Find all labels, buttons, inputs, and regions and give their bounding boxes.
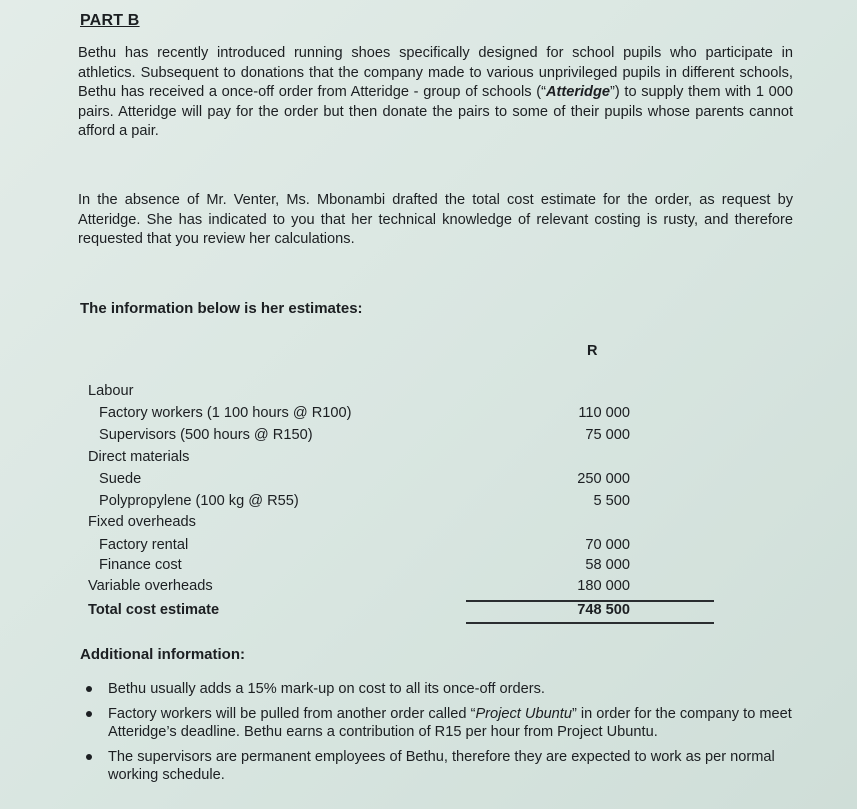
intro-text-start: Bethu has recently introduced running shoes specifically designed for school pupils who participate in athletics. Subsequent to donations that the company made to various unprivileged pupils in different schools, Bethu has received a once-off order from Atteridge - group of schools (“ bbox=[78, 45, 793, 101]
table-row bbox=[0, 493, 857, 513]
bullet-icon bbox=[86, 711, 92, 717]
bullet-project-name: Project Ubuntu bbox=[475, 705, 572, 722]
table-row bbox=[0, 427, 857, 447]
row-amount: 75 000 bbox=[585, 427, 630, 443]
row-label: Variable overheads bbox=[88, 578, 213, 594]
total-label: Total cost estimate bbox=[88, 602, 220, 618]
row-amount: 110 000 bbox=[578, 405, 630, 421]
row-label: Labour bbox=[88, 383, 134, 399]
row-amount: 5 500 bbox=[593, 493, 630, 509]
table-row bbox=[0, 557, 857, 577]
total-row bbox=[0, 602, 857, 622]
table-row bbox=[0, 383, 857, 403]
row-label: Factory workers (1 100 hours @ R100) bbox=[99, 405, 352, 421]
table-row bbox=[0, 471, 857, 491]
intro-paragraph bbox=[78, 44, 793, 142]
row-amount: 58 000 bbox=[585, 557, 630, 573]
total-underline bbox=[466, 622, 714, 624]
currency-header: R bbox=[587, 343, 598, 359]
row-amount: 180 000 bbox=[577, 578, 630, 594]
bullet-text-end: ” in order for the company to meet Atteridge’s deadline. Bethu earns a contribution of R15 per hour from Project Ubuntu. bbox=[108, 705, 792, 740]
row-label: Factory rental bbox=[99, 537, 189, 553]
intro-text-end: ”) to supply them with 1 000 pairs. Atteridge will pay for the order but then donate the pairs to some of their pupils whose parents cannot afford a pair. bbox=[78, 84, 793, 140]
list-item bbox=[86, 748, 796, 785]
row-amount: 70 000 bbox=[585, 537, 630, 553]
row-amount: 250 000 bbox=[577, 471, 630, 487]
total-amount: 748 500 bbox=[577, 602, 630, 618]
table-row bbox=[0, 405, 857, 425]
row-label: Supervisors (500 hours @ R150) bbox=[99, 427, 313, 443]
bullet-text: The supervisors are permanent employees of Bethu, therefore they are expected to work as per normal working schedule. bbox=[108, 748, 775, 783]
row-label: Suede bbox=[99, 471, 142, 487]
bullet-icon bbox=[86, 686, 92, 692]
intro-bold-name: Atteridge bbox=[545, 84, 610, 101]
table-row bbox=[0, 537, 857, 557]
table-row bbox=[0, 578, 857, 598]
context-paragraph: In the absence of Mr. Venter, Ms. Mbonambi drafted the total cost estimate for the order, as request by Atteridge. She has indicated to you that her technical knowledge of relevant costing is rusty, and therefore requested that you review her calculations. bbox=[78, 192, 793, 248]
estimates-heading: The information below is her estimates: bbox=[80, 300, 363, 317]
bullet-icon bbox=[86, 754, 92, 760]
table-row bbox=[0, 449, 857, 469]
row-label: Finance cost bbox=[99, 557, 182, 573]
table-row bbox=[0, 514, 857, 534]
bullet-text-start: Factory workers will be pulled from another order called “ bbox=[108, 705, 476, 722]
row-label: Direct materials bbox=[88, 449, 190, 465]
bullet-text: Bethu usually adds a 15% mark-up on cost to all its once-off orders. bbox=[108, 681, 545, 697]
row-label: Fixed overheads bbox=[88, 514, 196, 530]
list-item bbox=[86, 680, 796, 699]
list-item bbox=[86, 705, 796, 742]
additional-info-heading: Additional information: bbox=[80, 646, 245, 663]
part-title: PART B bbox=[80, 12, 140, 29]
row-label: Polypropylene (100 kg @ R55) bbox=[99, 493, 299, 509]
additional-info-list bbox=[86, 680, 796, 791]
